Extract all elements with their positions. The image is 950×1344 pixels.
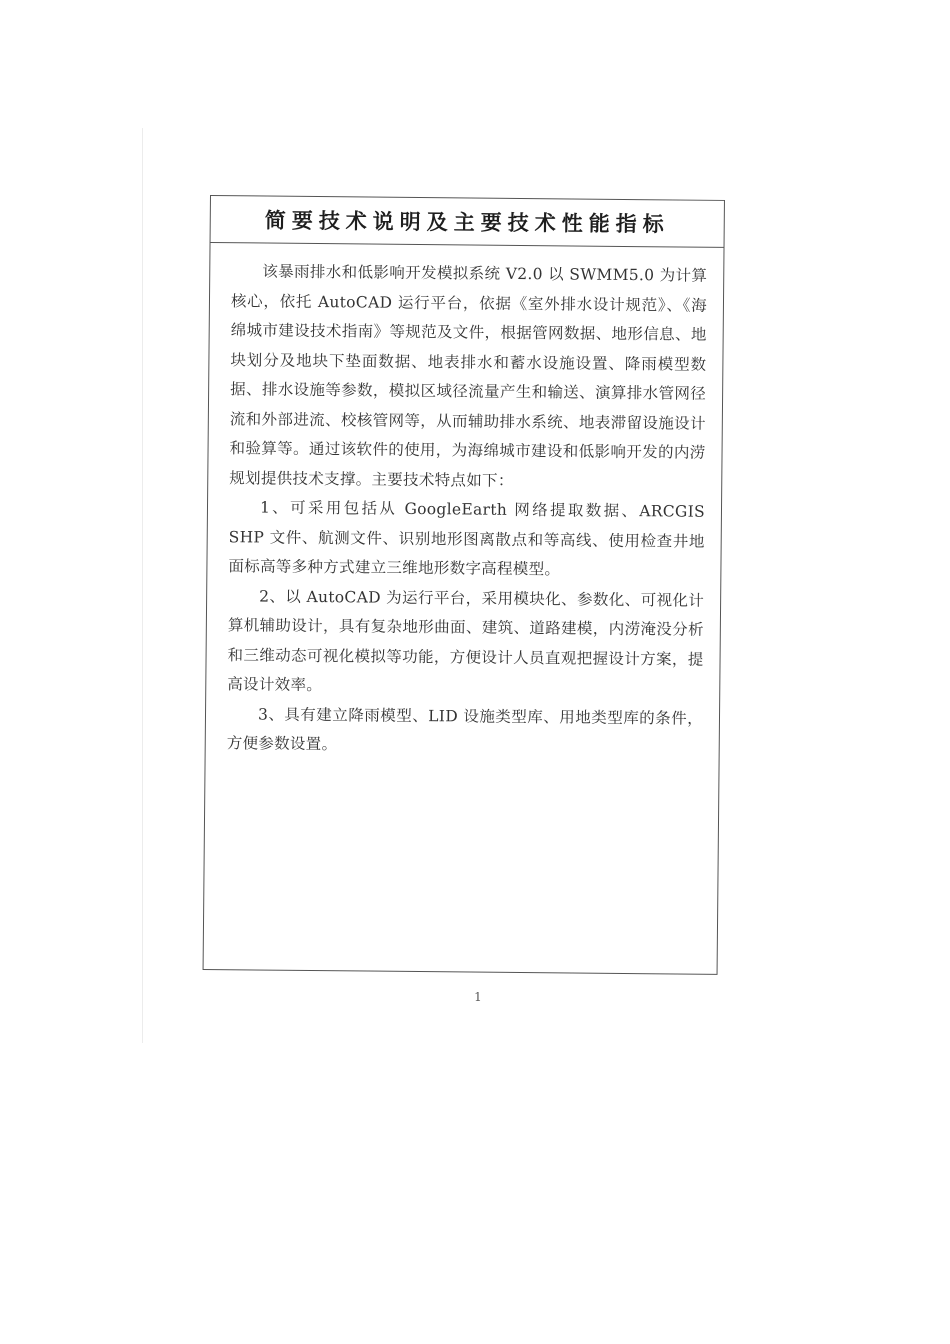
intro-paragraph: 该暴雨排水和低影响开发模拟系统 V2.0 以 SWMM5.0 为计算核心，依托 AutoCAD 运行平台，依据《室外排水设计规范》、《海绵城市建设技术指南》等规范及文件，根据管网数据、地形信息、地块划分及地块下垫面数据、地表排水和蓄水设施设置、降雨模型数据、排水设施等参数，模拟区域径流量产生和输送、演算排水管网径流和外部进流、校核管网等，从而辅助排水系统、地表滞留设施设计和验算等。通过该软件的使用，为海绵城市建设和低影响开发的内涝规划提供技术支撑。主要技术特点如下： [229, 262, 708, 490]
form-body [206, 243, 724, 763]
form-title: 简要技术说明及主要技术性能指标 [211, 196, 724, 248]
feature-paragraph-2: 2、以 AutoCAD 为运行平台，采用模块化、参数化、可视化计算机辅助设计，具有复杂地形曲面、建筑、道路建模，内涝淹没分析和三维动态可视化模拟等功能，方便设计人员直观把握设计方案，提高设计效率。 [227, 586, 705, 695]
feature-paragraph-3: 3、具有建立降雨模型、LID 设施类型库、用地类型库的条件，方便参数设置。 [226, 704, 704, 754]
page-number: 1 [474, 990, 482, 1004]
scan-edge-line [142, 128, 143, 1043]
description-form-frame [203, 195, 725, 975]
feature-paragraph-1: 1、可采用包括从 GoogleEarth 网络提取数据、ARCGIS SHP 文件、航测文件、识别地形图离散点和等高线、使用检查井地面标高等多种方式建立三维地形数字高程模型。 [228, 498, 706, 579]
